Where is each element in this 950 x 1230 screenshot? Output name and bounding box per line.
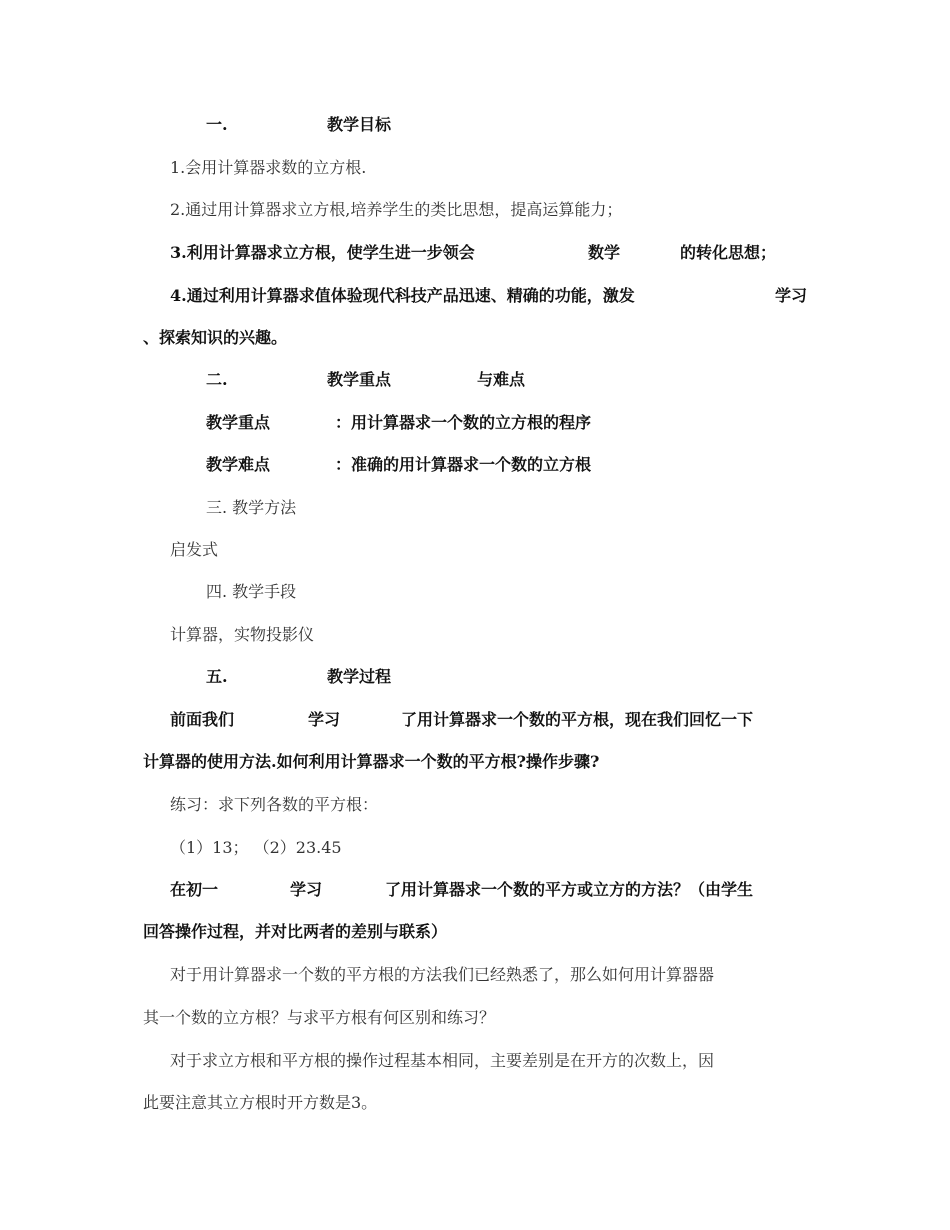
objective-4-part-b: 学习 [775,286,808,305]
process-p1-part-a: 前面我们 [170,710,235,729]
exercise-prompt: 练习：求下列各数的平方根： [170,795,379,814]
process-p4-line-2: 此要注意其立方根时开方数是3。 [143,1093,378,1112]
section-3-title: 三. 教学方法 [206,498,297,517]
process-p2-part-a: 在初一 [170,880,219,899]
section-2-title-b: 与难点 [477,370,526,389]
process-p1-part-d: 计算器的使用方法.如何利用计算器求一个数的平方根?操作步骤? [143,752,600,771]
section-2-title-a: 教学重点 [327,370,392,389]
objective-3-part-a: 3.利用计算器求立方根，使学生进一步领会 [170,243,475,262]
difficulty-text: ：准确的用计算器求一个数的立方根 [335,455,592,474]
process-p1-part-c: 了用计算器求一个数的平方根，现在我们回忆一下 [401,710,754,729]
process-p3-line-1: 对于用计算器求一个数的平方根的方法我们已经熟悉了，那么如何用计算器器 [170,965,715,984]
process-p2-part-b: 学习 [290,880,323,899]
objective-4-part-c: 、探索知识的兴趣。 [143,328,288,347]
process-p2-part-c: 了用计算器求一个数的平方或立方的方法？（由学生 [385,880,754,899]
process-p4-line-1: 对于求立方根和平方根的操作过程基本相同，主要差别是在开方的次数上，因 [170,1051,715,1070]
section-1-number: 一. [206,115,228,134]
objective-3-part-c: 的转化思想； [680,243,777,262]
objective-1: 1.会用计算器求数的立方根. [170,158,367,177]
section-5-number: 五. [206,667,228,686]
exercise-items: （1）13； （2）23.45 [170,838,342,857]
process-p1-part-b: 学习 [308,710,341,729]
objective-3-part-b: 数学 [588,243,621,262]
section-4-title: 四. 教学手段 [206,582,297,601]
section-1-title: 教学目标 [327,115,392,134]
key-point-text: ：用计算器求一个数的立方根的程序 [335,413,592,432]
process-p3-line-2: 其一个数的立方根？与求平方根有何区别和练习？ [143,1008,496,1027]
section-4-content: 计算器，实物投影仪 [170,625,315,644]
process-p2-part-d: 回答操作过程，并对比两者的差别与联系） [143,922,448,941]
section-5-title: 教学过程 [327,667,392,686]
section-2-number: 二. [206,370,228,389]
objective-2: 2.通过用计算器求立方根,培养学生的类比思想，提高运算能力； [170,200,623,219]
difficulty-label: 教学难点 [206,455,271,474]
key-point-label: 教学重点 [206,413,271,432]
objective-4-part-a: 4.通过利用计算器求值体验现代科技产品迅速、精确的功能，激发 [170,286,635,305]
section-3-content: 启发式 [170,540,219,559]
